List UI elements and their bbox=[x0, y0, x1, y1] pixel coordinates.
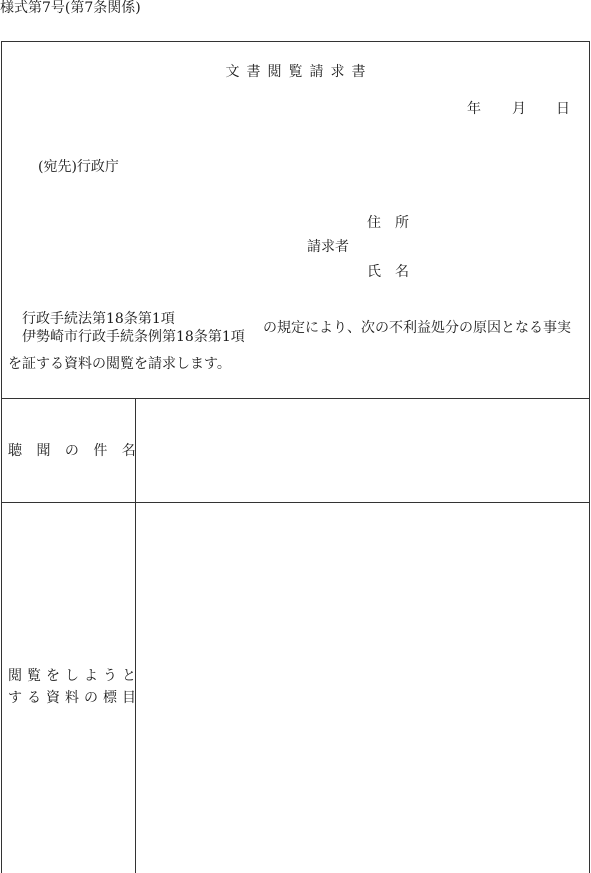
materials-label-line-1: 閲覧をしようと bbox=[8, 668, 141, 684]
form-number: 様式第7号(第7条関係) bbox=[0, 0, 141, 16]
requester-label: 請求者 bbox=[307, 239, 349, 255]
document-title: 文書閲覧請求書 bbox=[225, 64, 373, 80]
hearing-subject-label: 聴 聞 の 件 名 bbox=[8, 443, 141, 459]
statute-references bbox=[22, 310, 245, 346]
date-month-label: 月 bbox=[512, 101, 526, 117]
statute-line-1: 行政手続法第18条第1項 bbox=[22, 311, 175, 327]
addressee: (宛先)行政庁 bbox=[38, 159, 119, 175]
materials-label-line-2: する資料の標目 bbox=[8, 690, 141, 706]
materials-list-field[interactable] bbox=[136, 503, 590, 873]
date-day-label: 日 bbox=[556, 101, 570, 117]
requester-name-label: 氏 名 bbox=[367, 264, 409, 280]
requester-address-label: 住 所 bbox=[367, 215, 409, 231]
statute-line-2: 伊勢崎市行政手続条例第18条第1項 bbox=[22, 329, 245, 345]
hearing-subject-field[interactable] bbox=[136, 399, 590, 502]
statement-continuation: の規定により、次の不利益処分の原因となる事実 bbox=[263, 320, 571, 336]
statement-ending: を証する資料の閲覧を請求します。 bbox=[8, 356, 231, 372]
date-year-label: 年 bbox=[467, 101, 481, 117]
